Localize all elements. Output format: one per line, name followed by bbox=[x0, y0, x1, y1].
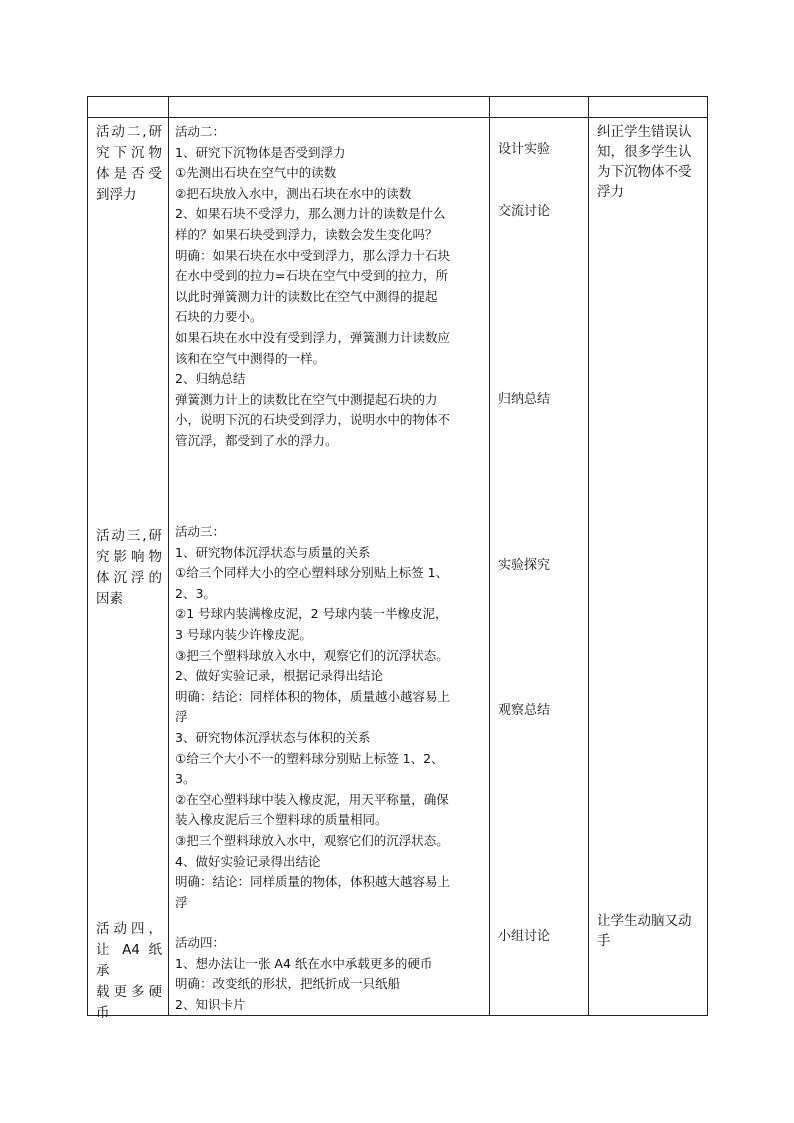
content-line: 样的？如果石块受到浮力，读数会发生变化吗？ bbox=[175, 226, 438, 242]
content-line: 管沉浮，都受到了水的浮力。 bbox=[175, 432, 338, 448]
activity-name-line: 币 bbox=[96, 1005, 110, 1021]
note-column bbox=[589, 118, 708, 1016]
content-line: 明确：结论：同样体积的物体，质量越小越容易上 bbox=[175, 688, 451, 704]
content-line: 明确：如果石块在水中受到浮力，那么浮力十石块 bbox=[175, 247, 451, 263]
activity-column bbox=[88, 118, 169, 1021]
method-label: 归纳总结 bbox=[498, 392, 551, 407]
content-line: 3 号球内装少许橡皮泥。 bbox=[175, 626, 312, 642]
content-line: 明确：结论：同样质量的物体，体积越大越容易上 bbox=[175, 874, 451, 890]
method-column bbox=[490, 118, 589, 1016]
method-label: 交流讨论 bbox=[498, 204, 551, 219]
content-line: 活动三： bbox=[175, 524, 226, 539]
header-cell bbox=[589, 97, 708, 118]
content-line: 3。 bbox=[175, 771, 196, 787]
activity-name-line: 活动四， bbox=[96, 921, 162, 937]
content-line: ②1 号球内装满橡皮泥，2 号球内装一半橡皮泥， bbox=[175, 606, 448, 622]
activity-four-note: 让学生动脑又动手 bbox=[597, 913, 692, 949]
activity-name-line: 载更多硬 bbox=[96, 984, 162, 1000]
content-line: 2、3。 bbox=[175, 585, 216, 601]
content-line: 2、如果石块不受浮力，那么测力计的读数是什么 bbox=[175, 206, 446, 222]
activity-two-content bbox=[169, 118, 489, 518]
method-label: 观察总结 bbox=[498, 703, 551, 718]
content-line: 装入橡皮泥后三个塑料球的质量相同。 bbox=[175, 812, 388, 828]
activity-name-line: 体沉浮的 bbox=[96, 570, 162, 586]
activity-name-line: 活动三,研 bbox=[96, 528, 162, 544]
content-line: 2、归纳总结 bbox=[175, 371, 246, 387]
content-line: 浮 bbox=[175, 894, 188, 910]
activity-three-note bbox=[589, 518, 707, 907]
content-line: 4、做好实验记录得出结论 bbox=[175, 853, 321, 869]
lesson-plan-table bbox=[87, 96, 708, 1021]
content-line: 明确：改变纸的形状，把纸折成一只纸船 bbox=[175, 976, 401, 992]
content-line: ②把石块放入水中，测出石块在水中的读数 bbox=[175, 185, 412, 201]
method-label: 实验探究 bbox=[498, 558, 551, 573]
activity-two-name bbox=[88, 118, 168, 522]
activity-four-content bbox=[169, 929, 489, 1015]
activity-name-line: 因素 bbox=[96, 591, 123, 607]
content-line: 1、研究物体沉浮状态与质量的关系 bbox=[175, 544, 371, 560]
content-line: 石块的力要小。 bbox=[175, 309, 263, 325]
content-line: 3、研究物体沉浮状态与体积的关系 bbox=[175, 729, 371, 745]
content-column bbox=[169, 118, 490, 1016]
content-line: ①先测出石块在空气中的读数 bbox=[175, 165, 337, 181]
activity-name-line: 究下沉物 bbox=[96, 145, 162, 161]
activity-three-name bbox=[88, 522, 168, 915]
activity-name-line: 体是否受 bbox=[96, 166, 162, 182]
content-line: ③把三个塑料球放入水中，观察它们的沉浮状态。 bbox=[175, 832, 449, 848]
content-line: 活动四： bbox=[175, 935, 226, 950]
content-line: 小，说明下沉的石块受到浮力，说明水中的物体不 bbox=[175, 412, 451, 428]
activity-name-line: 让 A4 纸承 bbox=[96, 942, 162, 979]
activity-two-note: 纠正学生错误认知，很多学生认为下沉物体不受浮力 bbox=[597, 124, 692, 200]
header-cell bbox=[88, 97, 169, 118]
content-line: 2、知识卡片 bbox=[175, 996, 246, 1012]
content-line: 浮 bbox=[175, 709, 188, 725]
activity-name-line: 活动二,研 bbox=[96, 124, 162, 140]
content-line: ②在空心塑料球中装入橡皮泥，用天平称量，确保 bbox=[175, 791, 449, 807]
activity-four-methods bbox=[490, 907, 588, 1003]
content-line: ①给三个大小不一的塑料球分别贴上标签 1、2、 bbox=[175, 750, 444, 766]
activity-name-line: 究影响物 bbox=[96, 549, 162, 565]
activity-three-content bbox=[169, 518, 489, 929]
content-line: ①给三个同样大小的空心塑料球分别贴上标签 1、 bbox=[175, 565, 449, 581]
content-line: 1、研究下沉物体是否受到浮力 bbox=[175, 144, 346, 160]
content-line: 该和在空气中测得的一样。 bbox=[175, 350, 326, 366]
content-line: 弹簧测力计上的读数比在空气中测提起石块的力 bbox=[175, 391, 438, 407]
activity-four-name bbox=[88, 915, 168, 1021]
activity-two-methods bbox=[490, 118, 588, 518]
content-line: 以此时弹簧测力计的读数比在空气中测得的提起 bbox=[175, 288, 438, 304]
content-line: 1、想办法让一张 A4 纸在水中承载更多的硬币 bbox=[175, 955, 433, 971]
content-line: 在水中受到的拉力=石块在空气中受到的拉力，所 bbox=[175, 268, 448, 284]
content-line: 活动二： bbox=[175, 124, 226, 139]
table-body-row bbox=[88, 118, 708, 1016]
content-line: 如果石块在水中没有受到浮力，弹簧测力计读数应 bbox=[175, 329, 451, 345]
activity-name-line: 到浮力 bbox=[96, 187, 137, 203]
header-cell bbox=[169, 97, 490, 118]
method-label: 小组讨论 bbox=[498, 929, 551, 944]
method-label: 设计实验 bbox=[498, 142, 551, 157]
activity-three-methods bbox=[490, 518, 588, 907]
table-header-row bbox=[88, 97, 708, 118]
content-line: 2、做好实验记录，根据记录得出结论 bbox=[175, 668, 383, 684]
header-cell bbox=[490, 97, 589, 118]
content-line: ③把三个塑料球放入水中，观察它们的沉浮状态。 bbox=[175, 647, 449, 663]
